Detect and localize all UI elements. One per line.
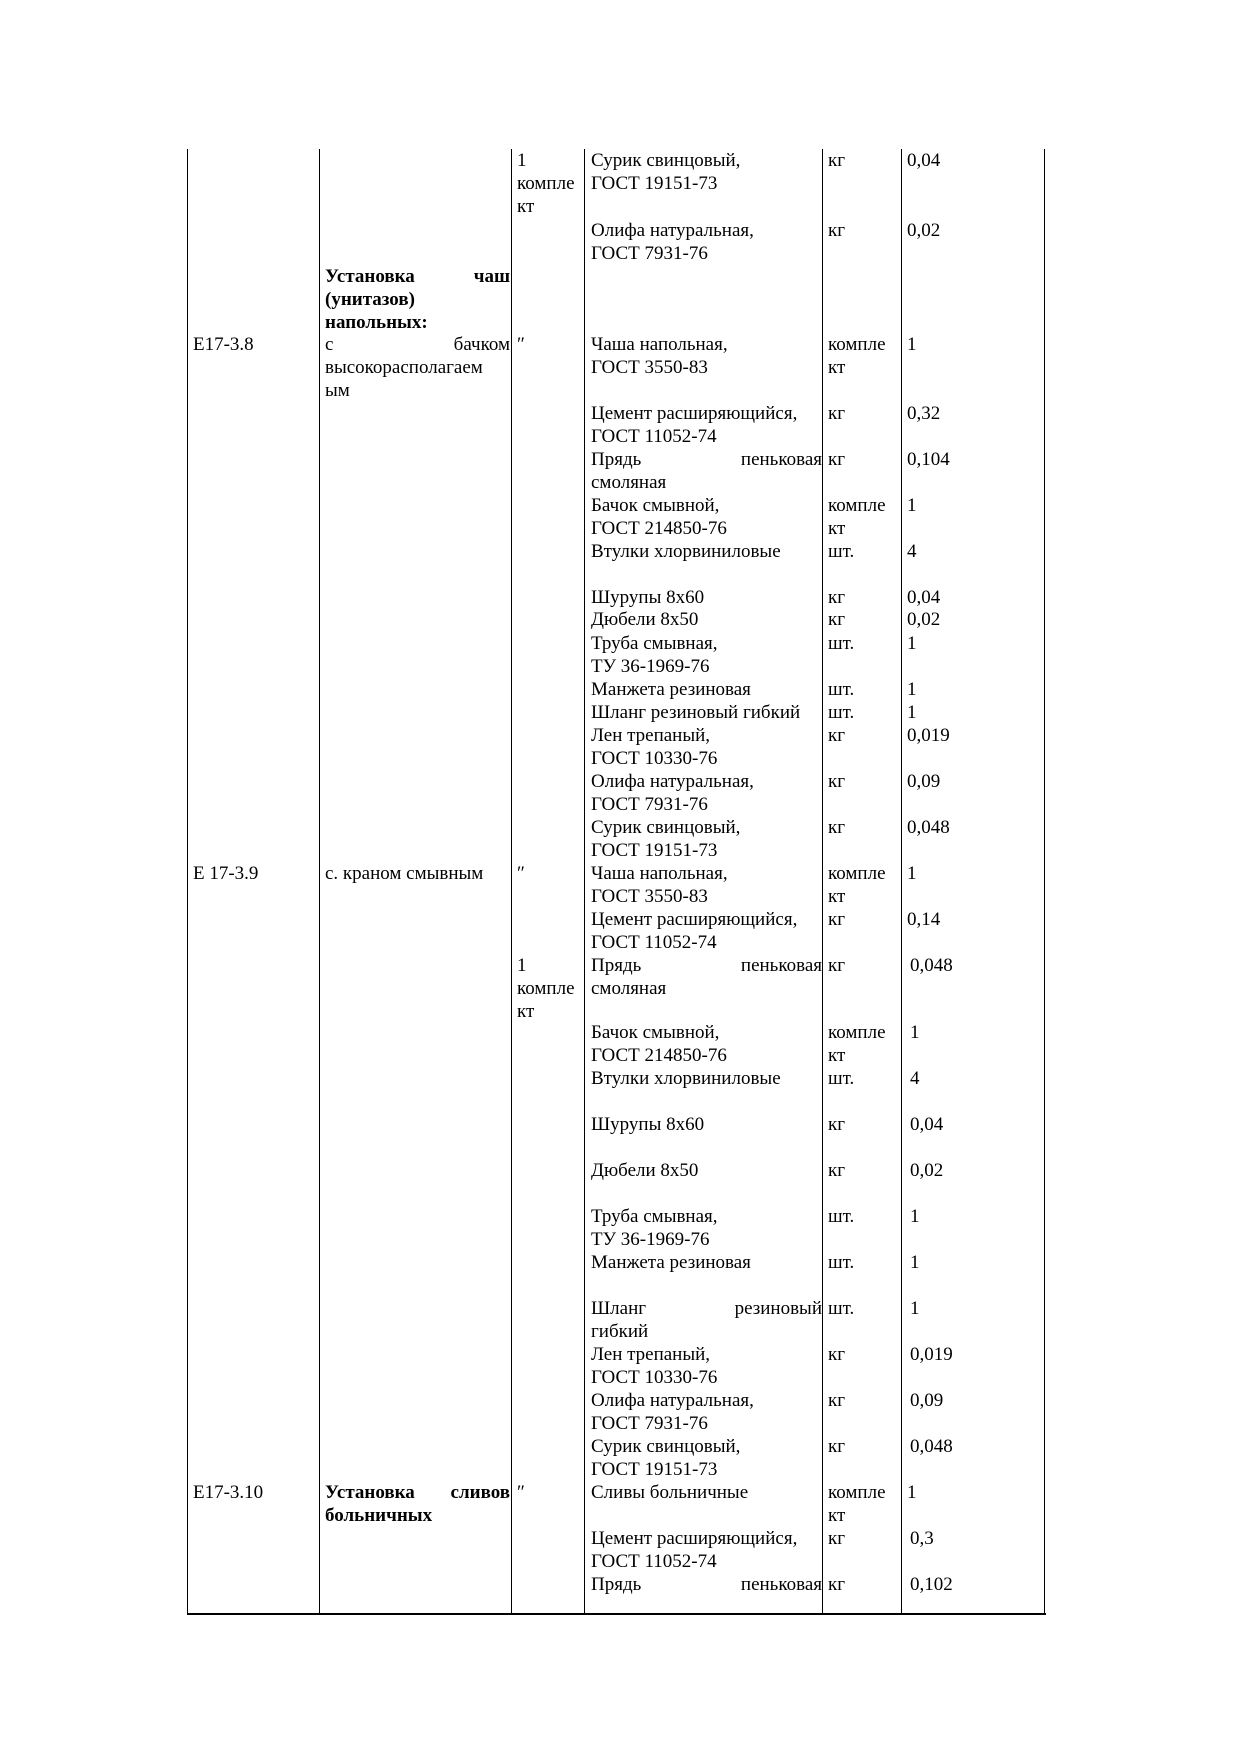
material-unit [828,632,854,655]
material-name [591,1205,822,1251]
material-unit [828,1067,854,1090]
material-name-line: Бачок смывной, [591,495,720,516]
material-name [591,1021,822,1067]
measure-unit-line: ″ [517,334,525,355]
material-unit-line: кг [828,449,846,470]
material-unit [828,448,845,471]
material-quantity: 0,09 [910,1390,944,1411]
material-quantity: 0,104 [907,449,950,470]
material-name-line: Лен трепаный, [591,1344,711,1365]
measure-unit-line: компле [517,173,575,194]
material-name-line: смоляная [591,472,667,493]
material-unit [828,494,886,540]
material-quantity: 0,02 [907,609,941,630]
material-unit-line: кт [828,1045,846,1066]
work-title-line: (унитазов) [325,289,415,310]
material-name-line: ГОСТ 11052-74 [591,932,717,953]
material-unit-line: кт [828,357,846,378]
material-name-line: ГОСТ 7931-76 [591,1413,708,1434]
material-quantity: 1 [907,334,917,355]
material-name [591,1573,822,1596]
material-name-line: ГОСТ 7931-76 [591,794,708,815]
material-unit-line: компле [828,1482,886,1503]
item-code: Е 17-3.9 [193,863,259,884]
material-unit [828,149,845,172]
material-name-line: Лен трепаный, [591,725,711,746]
material-quantity: 0,048 [910,1436,953,1457]
material-name-line: Шурупы 8х60 [591,1114,705,1135]
material-name [591,701,822,724]
material-name-line: Труба смывная, [591,1206,718,1227]
material-name-line: Труба смывная, [591,633,718,654]
material-unit [828,219,845,242]
material-unit [828,862,886,908]
material-unit [828,1251,854,1274]
material-name [591,1159,822,1182]
material-name [591,1343,822,1389]
material-name-line: Прядь пеньковая [591,955,822,976]
material-quantity: 0,09 [907,771,941,792]
measure-unit-line: кт [517,196,535,217]
material-unit [828,816,845,839]
column-divider [584,149,585,1614]
work-title-line: Установка чаш [325,266,510,287]
material-name-line: Шурупы 8х60 [591,587,705,608]
material-unit-line: кг [828,1574,846,1595]
material-unit-line: кг [828,1390,846,1411]
item-code: Е17-3.10 [193,1482,264,1503]
material-name [591,1435,822,1481]
material-name [591,1389,822,1435]
column-divider [511,149,512,1614]
material-name-line: ГОСТ 3550-83 [591,357,708,378]
material-name-line: ГОСТ 19151-73 [591,173,718,194]
material-name-line: гибкий [591,1321,649,1342]
material-unit [828,333,886,379]
measure-unit-line: 1 [517,150,527,171]
material-unit-line: кг [828,1344,846,1365]
material-unit [828,1159,845,1182]
material-unit [828,724,845,747]
material-name-line: ГОСТ 7931-76 [591,243,708,264]
material-quantity: 1 [907,495,917,516]
work-description-line: с бачком [325,334,510,355]
material-quantity: 0,14 [907,909,941,930]
material-name [591,402,822,448]
material-name [591,1113,822,1136]
work-title [325,265,510,334]
material-name-line: Манжета резиновая [591,1252,751,1273]
material-name [591,494,822,540]
measure-unit-line: 1 [517,955,527,976]
material-name-line: Олифа натуральная, [591,220,754,241]
material-name-line: Чаша напольная, [591,334,728,355]
material-quantity: 0,32 [907,403,941,424]
work-title-line: больничных [325,1505,433,1526]
material-name [591,586,822,609]
material-unit-line: кг [828,725,846,746]
material-unit [828,1343,845,1366]
material-name [591,908,822,954]
material-unit-line: кг [828,1114,846,1135]
measure-unit [517,1481,525,1504]
table-border-left [187,149,188,1614]
material-name-line: Сурик свинцовый, [591,1436,741,1457]
work-description-line: ым [325,380,350,401]
material-name-line: Сурик свинцовый, [591,150,741,171]
measure-unit-line: кт [517,1001,535,1022]
material-unit-line: кг [828,150,846,171]
material-unit-line: кг [828,909,846,930]
material-name-line: ГОСТ 214850-76 [591,1045,727,1066]
material-unit [828,1205,854,1228]
material-name [591,724,822,770]
work-title [325,1481,510,1527]
material-quantity: 1 [907,863,917,884]
material-name-line: ТУ 36-1969-76 [591,656,710,677]
material-name-line: ТУ 36-1969-76 [591,1229,710,1250]
work-title-line: напольных: [325,312,428,333]
material-unit [828,608,845,631]
material-unit-line: шт. [828,679,855,700]
material-name-line: Сливы больничные [591,1482,749,1503]
material-name-line: ГОСТ 3550-83 [591,886,708,907]
material-quantity: 0,04 [907,150,941,171]
work-description-line: с. краном смывным [325,863,484,884]
table-border-right [1044,149,1045,1614]
material-unit [828,1297,854,1320]
material-quantity: 0,048 [907,817,950,838]
material-unit-line: компле [828,1022,886,1043]
material-name-line: ГОСТ 19151-73 [591,1459,718,1480]
material-name-line: Бачок смывной, [591,1022,720,1043]
material-quantity: 1 [910,1022,920,1043]
material-unit-line: шт. [828,541,855,562]
material-name-line: смоляная [591,978,667,999]
material-unit [828,1021,886,1067]
material-unit [828,540,854,563]
material-unit-line: шт. [828,1068,855,1089]
material-name [591,219,822,265]
material-quantity: 0,3 [910,1528,934,1549]
material-name-line: Чаша напольная, [591,863,728,884]
material-name-line: ГОСТ 10330-76 [591,1367,718,1388]
material-name-line: Втулки хлорвиниловые [591,541,781,562]
measure-unit-line: ″ [517,863,525,884]
material-name-line: ГОСТ 11052-74 [591,1551,717,1572]
material-unit-line: шт. [828,1298,855,1319]
material-name [591,1527,822,1573]
material-unit-line: кг [828,1436,846,1457]
material-unit-line: шт. [828,1206,855,1227]
material-quantity: 4 [907,541,917,562]
material-unit [828,1527,845,1550]
material-name [591,448,822,494]
material-quantity: 1 [907,679,917,700]
material-unit [828,770,845,793]
material-unit [828,908,845,931]
column-divider [319,149,320,1614]
material-unit-line: кг [828,1528,846,1549]
material-name [591,1481,822,1504]
material-quantity: 0,048 [910,955,953,976]
material-unit-line: компле [828,495,886,516]
material-quantity: 0,02 [910,1160,944,1181]
material-quantity: 1 [907,633,917,654]
work-description [325,333,510,402]
material-quantity: 1 [907,702,917,723]
material-quantity: 0,019 [910,1344,953,1365]
material-unit-line: кг [828,771,846,792]
material-unit [828,1389,845,1412]
material-unit-line: шт. [828,633,855,654]
material-quantity: 0,102 [910,1574,953,1595]
material-name-line: Сурик свинцовый, [591,817,741,838]
material-name-line: Цемент расширяющийся, [591,1528,798,1549]
material-name-line: Прядь пеньковая [591,449,822,470]
material-quantity: 0,04 [907,587,941,608]
material-unit-line: кг [828,1160,846,1181]
material-unit-line: кг [828,587,846,608]
material-quantity: 4 [910,1068,920,1089]
material-name [591,816,822,862]
material-quantity: 1 [907,1482,917,1503]
work-title-line: Установка сливов [325,1482,510,1503]
material-unit [828,701,854,724]
material-name-line: Втулки хлорвиниловые [591,1068,781,1089]
material-quantity: 0,019 [907,725,950,746]
material-name [591,608,822,631]
material-name [591,678,822,701]
measure-unit [517,333,525,356]
measure-unit-line: ″ [517,1482,525,1503]
material-unit-line: шт. [828,1252,855,1273]
material-name [591,540,822,563]
material-unit [828,954,845,977]
material-name-line: Манжета резиновая [591,679,751,700]
material-unit-line: кт [828,1505,846,1526]
material-name-line: Цемент расширяющийся, [591,403,798,424]
material-name-line: ГОСТ 19151-73 [591,840,718,861]
material-unit [828,402,845,425]
material-unit [828,1573,845,1596]
material-quantity: 1 [910,1252,920,1273]
material-name-line: Дюбели 8х50 [591,609,699,630]
work-description-line: высокорасполагаем [325,357,483,378]
material-quantity: 0,04 [910,1114,944,1135]
material-quantity: 0,02 [907,220,941,241]
material-unit-line: компле [828,863,886,884]
material-name [591,862,822,908]
material-name-line: Олифа натуральная, [591,771,754,792]
material-name-line: ГОСТ 214850-76 [591,518,727,539]
material-unit [828,586,845,609]
material-name-line: ГОСТ 10330-76 [591,748,718,769]
material-name [591,1251,822,1274]
material-name [591,632,822,678]
material-unit-line: кт [828,886,846,907]
column-divider [901,149,902,1614]
material-name [591,770,822,816]
material-unit [828,678,854,701]
material-name-line: Цемент расширяющийся, [591,909,798,930]
material-name [591,1297,822,1343]
material-name [591,954,822,1000]
material-name-line: Олифа натуральная, [591,1390,754,1411]
material-unit [828,1481,886,1527]
material-unit [828,1435,845,1458]
material-name-line: ГОСТ 11052-74 [591,426,717,447]
material-unit-line: компле [828,334,886,355]
material-unit [828,1113,845,1136]
material-quantity: 1 [910,1206,920,1227]
material-unit-line: кг [828,955,846,976]
material-name-line: Шланг резиновый гибкий [591,702,801,723]
material-unit-line: кг [828,220,846,241]
material-unit-line: кг [828,817,846,838]
column-divider [822,149,823,1614]
work-description [325,862,510,885]
table-border-bottom [187,1613,1046,1615]
measure-unit [517,149,575,218]
measure-unit [517,954,575,1023]
material-name [591,333,822,379]
item-code: Е17-3.8 [193,334,254,355]
material-quantity: 1 [910,1298,920,1319]
material-name-line: Дюбели 8х50 [591,1160,699,1181]
material-unit-line: шт. [828,702,855,723]
material-name-line: Прядь пеньковая [591,1574,822,1595]
material-name [591,149,822,195]
material-unit-line: кт [828,518,846,539]
material-unit-line: кг [828,609,846,630]
material-unit-line: кг [828,403,846,424]
measure-unit [517,862,525,885]
material-name [591,1067,822,1090]
measure-unit-line: компле [517,978,575,999]
material-name-line: Шланг резиновый [591,1298,822,1319]
